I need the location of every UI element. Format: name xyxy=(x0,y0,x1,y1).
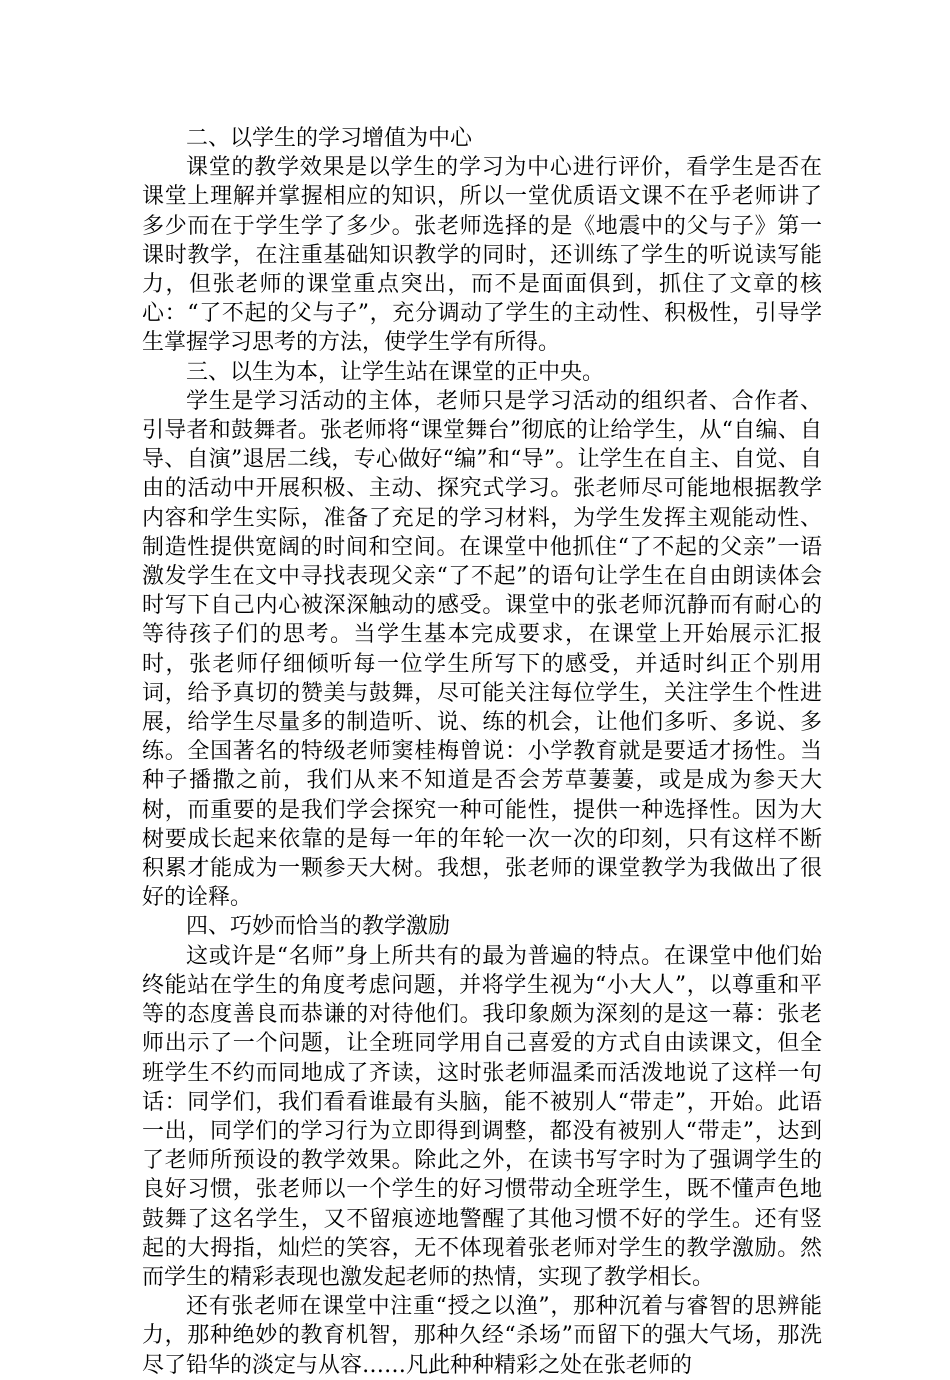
document-body xyxy=(142,124,822,1380)
section-3-paragraph-1: 学生是学习活动的主体，老师只是学习活动的组织者、合作者、引导者和鼓舞者。张老师将“课堂舞台”彻底的让给学生，从“自编、自导、自演”退居二线，专心做好“编”和“导”。让学生在自主、自觉、自由的活动中开展积极、主动、探究式学习。张老师尽可能地根据教学内容和学生实际，准备了充足的学习材料，为学生发挥主观能动性、制造性提供宽阔的时间和空间。在课堂中他抓住“了不起的父亲”一语激发学生在文中寻找表现父亲“了不起”的语句让学生在自由朗读体会时写下自己内心被深深触动的感受。课堂中的张老师沉静而有耐心的等待孩子们的思考。当学生基本完成要求，在课堂上开始展示汇报时，张老师仔细倾听每一位学生所写下的感受，并适时纠正个别用词，给予真切的赞美与鼓舞，尽可能关注每位学生，关注学生个性进展，给学生尽量多的制造听、说、练的机会，让他们多听、多说、多练。全国著名的特级老师窦桂梅曾说：小学教育就是要适才扬性。当种子播撒之前，我们从来不知道是否会芳草萋萋，或是成为参天大树，而重要的是我们学会探究一种可能性，提供一种选择性。因为大树要成长起来依靠的是每一年的年轮一次一次的印刻，只有这样不断积累才能成为一颗参天大树。我想，张老师的课堂教学为我做出了很好的诠释。 xyxy=(142,388,822,911)
section-2-paragraph-1: 课堂的教学效果是以学生的学习为中心进行评价，看学生是否在课堂上理解并掌握相应的知识，所以一堂优质语文课不在乎老师讲了多少而在于学生学了多少。张老师选择的是《地震中的父与子》第一课时教学，在注重基础知识教学的同时，还训练了学生的听说读写能力，但张老师的课堂重点突出，而不是面面俱到，抓住了文章的核心：“了不起的父与子”，充分调动了学生的主动性、积极性，引导学生掌握学习思考的方法，使学生学有所得。 xyxy=(142,155,822,356)
section-heading-4: 四、巧妙而恰当的教学激励 xyxy=(186,914,451,940)
section-heading-3: 三、以生为本，让学生站在课堂的正中央。 xyxy=(186,359,605,385)
section-4-paragraph-2: 还有张老师在课堂中注重“授之以渔”，那种沉着与睿智的思辨能力，那种绝妙的教育机智，那种久经“杀场”而留下的强大气场，那洗尽了铅华的淡定与从容……凡此种种精彩之处在张老师的 xyxy=(142,1294,822,1378)
section-heading-2: 二、以学生的学习增值为中心 xyxy=(186,126,473,151)
section-4-paragraph-1: 这或许是“名师”身上所共有的最为普遍的特点。在课堂中他们始终能站在学生的角度考虑问题，并将学生视为“小大人”，以尊重和平等的态度善良而恭谦的对待他们。我印象颇为深刻的是这一幕：张老师出示了一个问题，让全班同学用自己喜爱的方式自由读课文，但全班学生不约而同地成了齐读，这时张老师温柔而活泼地说了这样一句话：同学们，我们看看谁最有头脑，能不被别人“带走”，开始。此语一出，同学们的学习行为立即得到调整，都没有被别人“带走”，达到了老师所预设的教学效果。除此之外，在读书写字时为了强调学生的良好习惯，张老师以一个学生的好习惯带动全班学生，既不懂声色地鼓舞了这名学生，又不留痕迹地警醒了其他习惯不好的学生。还有竖起的大拇指，灿烂的笑容，无不体现着张老师对学生的教学激励。然而学生的精彩表现也激发起老师的热情，实现了教学相长。 xyxy=(142,943,822,1290)
